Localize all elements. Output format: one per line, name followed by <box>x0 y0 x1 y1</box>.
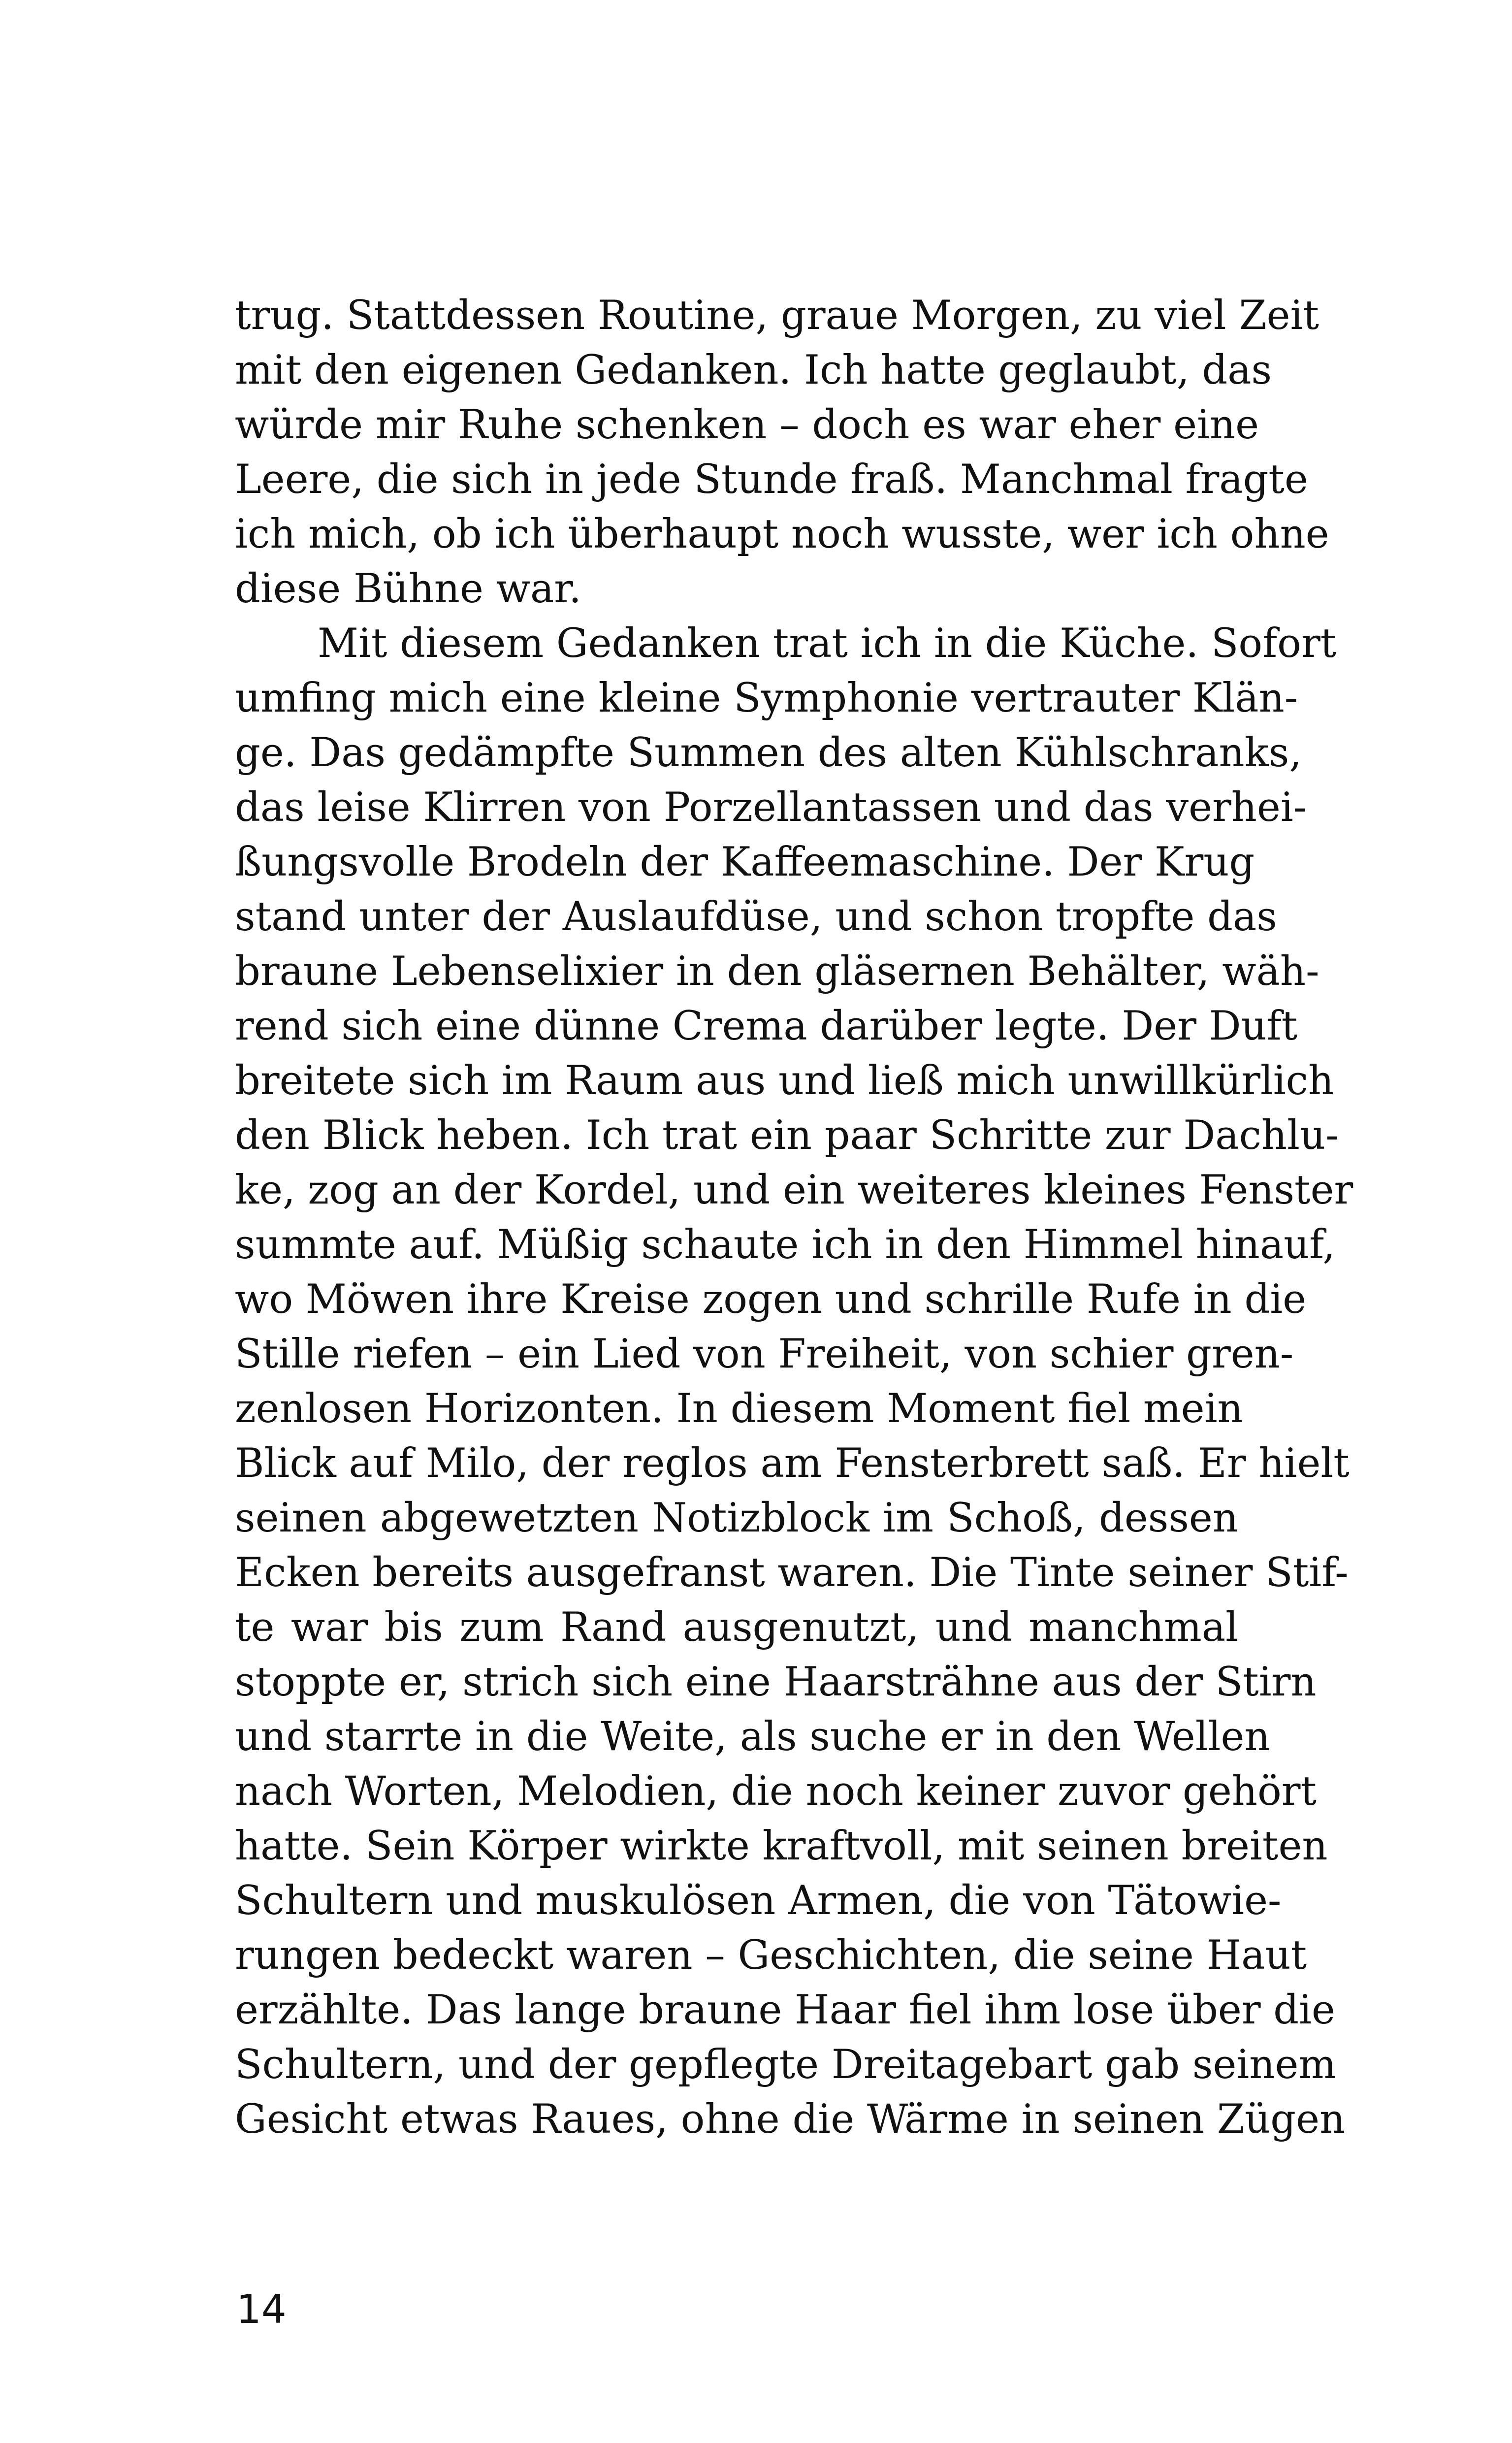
text-line: ge. Das gedämpfte Summen des alten Kühlschranks, <box>235 730 1302 776</box>
text-line: summte auf. Müßig schaute ich in den Himmel hinauf, <box>235 1222 1336 1268</box>
text-line: mit den eigenen Gedanken. Ich hatte geglaubt, das <box>235 347 1272 393</box>
page-number: 14 <box>236 2286 287 2332</box>
text-line: würde mir Ruhe schenken – doch es war eher eine <box>235 402 1259 448</box>
text-line: stand unter der Auslaufdüse, und schon tropfte das <box>235 894 1277 940</box>
text-line: Leere, die sich in jede Stunde fraß. Manchmal fragte <box>235 456 1308 503</box>
text-line: ke, zog an der Kordel, und ein weiteres kleines Fenster <box>235 1167 1353 1213</box>
text-line: trug. Stattdessen Routine, graue Morgen, zu viel Zeit <box>235 293 1319 339</box>
text-line: zenlosen Horizonten. In diesem Moment fiel mein <box>235 1386 1243 1432</box>
text-line: Ecken bereits ausgefranst waren. Die Tinte seiner Stif- <box>235 1550 1349 1596</box>
text-line: Gesicht etwas Raues, ohne die Wärme in seinen Zügen <box>235 2096 1346 2143</box>
text-line: braune Lebenselixier in den gläsernen Behälter, wäh- <box>235 948 1319 995</box>
text-line: hatte. Sein Körper wirkte kraftvoll, mit seinen breiten <box>235 1823 1328 1869</box>
text-line: ßungsvolle Brodeln der Kaffeemaschine. Der Krug <box>235 839 1255 885</box>
text-line: nach Worten, Melodien, die noch keiner zuvor gehört <box>235 1768 1317 1815</box>
text-line: das leise Klirren von Porzellantassen und das verhei- <box>235 784 1307 831</box>
text-line: den Blick heben. Ich trat ein paar Schritte zur Dachlu- <box>235 1112 1339 1159</box>
body-text <box>235 289 1353 2147</box>
text-line: Mit diesem Gedanken trat ich in die Küche. Sofort <box>318 620 1337 667</box>
text-line: erzählte. Das lange braune Haar fiel ihm lose über die <box>235 1987 1335 2033</box>
text-line: rend sich eine dünne Crema darüber legte. Der Duft <box>235 1003 1298 1049</box>
text-line: seinen abgewetzten Notizblock im Schoß, dessen <box>235 1495 1238 1541</box>
text-line: rungen bedeckt waren – Geschichten, die seine Haut <box>235 1932 1307 1979</box>
text-line: diese Bühne war. <box>235 566 581 612</box>
text-line: Blick auf Milo, der reglos am Fensterbrett saß. Er hielt <box>235 1440 1350 1487</box>
text-line: umfing mich eine kleine Symphonie vertrauter Klän- <box>235 675 1298 721</box>
text-line: Stille riefen – ein Lied von Freiheit, von schier gren- <box>235 1331 1294 1377</box>
text-line: wo Möwen ihre Kreise zogen und schrille Rufe in die <box>235 1276 1307 1323</box>
text-line: te war bis zum Rand ausgenutzt, und manchmal <box>235 1604 1238 1651</box>
text-line: breitete sich im Raum aus und ließ mich unwillkürlich <box>235 1058 1334 1104</box>
text-line: ich mich, ob ich überhaupt noch wusste, wer ich ohne <box>235 511 1329 557</box>
text-line: Schultern und muskulösen Armen, die von Tätowie- <box>235 1878 1282 1924</box>
text-line: Schultern, und der gepflegte Dreitagebart gab seinem <box>235 2042 1337 2088</box>
text-line: stoppte er, strich sich eine Haarsträhne aus der Stirn <box>235 1659 1317 1705</box>
text-line: und starrte in die Weite, als suche er in den Wellen <box>235 1714 1270 1760</box>
